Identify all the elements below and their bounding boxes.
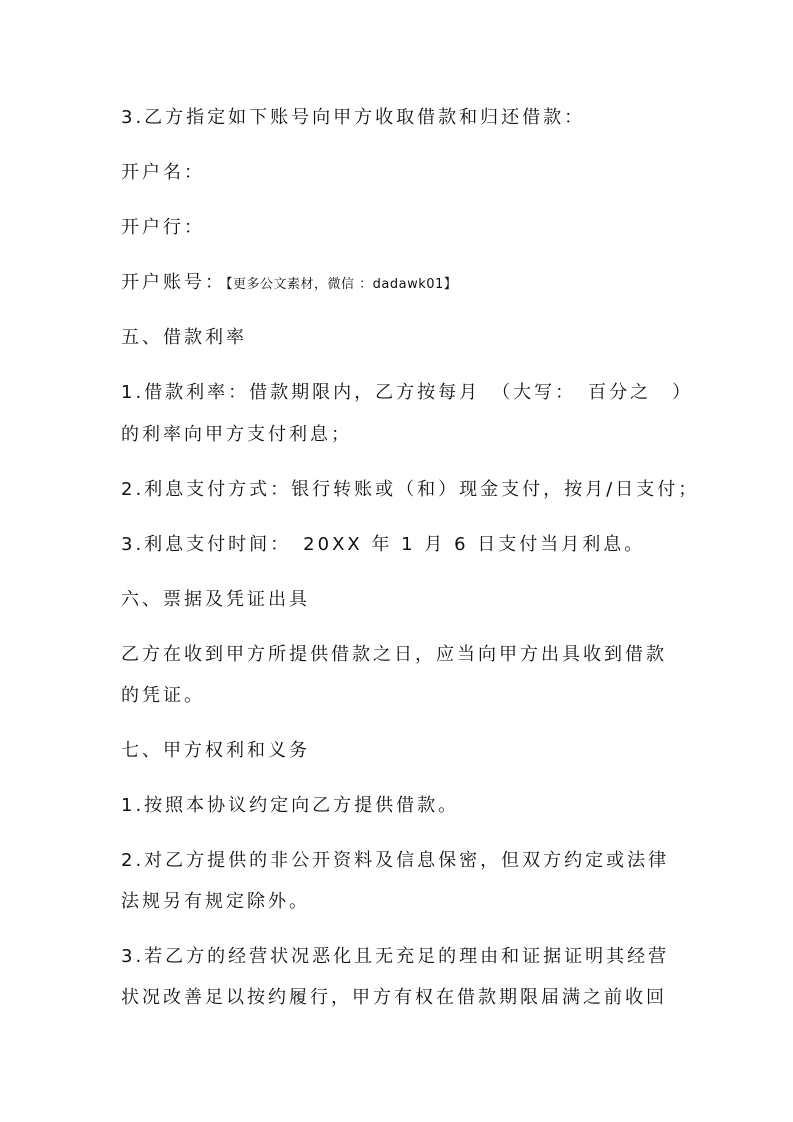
section-heading-interest-rate: 五、借款利率 bbox=[121, 327, 247, 348]
interest-rate-clause-line-1: 1.借款利率：借款期限内，乙方按每月 （大写： 百分之 ） bbox=[121, 382, 694, 403]
party-a-clause-2-line-2: 法规另有规定除外。 bbox=[121, 891, 310, 912]
receipt-clause-line-1: 乙方在收到甲方所提供借款之日，应当向甲方出具收到借款 bbox=[121, 644, 667, 665]
account-number-row bbox=[121, 271, 681, 297]
clause-3-account-intro: 3.乙方指定如下账号向甲方收取借款和归还借款： bbox=[121, 107, 586, 128]
section-heading-receipts: 六、票据及凭证出具 bbox=[121, 589, 310, 610]
interest-rate-clause-line-2: 的利率向甲方支付利息； bbox=[121, 424, 352, 445]
watermark-note: 【更多公文素材，微信 ：dadawk01】 bbox=[226, 277, 458, 292]
account-name-label: 开户名： bbox=[121, 162, 205, 183]
interest-payment-time: 3.利息支付时间： 20XX 年 1 月 6 日支付当月利息。 bbox=[121, 534, 646, 555]
section-heading-party-a-rights: 七、甲方权利和义务 bbox=[121, 740, 310, 761]
party-a-clause-3-line-1: 3.若乙方的经营状况恶化且无充足的理由和证据证明其经营 bbox=[121, 946, 670, 967]
interest-payment-method: 2.利息支付方式：银行转账或（和）现金支付，按月/日支付； bbox=[121, 479, 700, 500]
account-number-label: 开户账号： bbox=[121, 272, 226, 293]
party-a-clause-3-line-2: 状况改善足以按约履行，甲方有权在借款期限届满之前收回 bbox=[121, 987, 667, 1008]
account-bank-label: 开户行： bbox=[121, 217, 205, 238]
party-a-clause-2-line-1: 2.对乙方提供的非公开资料及信息保密，但双方约定或法律 bbox=[121, 850, 670, 871]
receipt-clause-line-2: 的凭证。 bbox=[121, 685, 205, 706]
party-a-clause-1: 1.按照本协议约定向乙方提供借款。 bbox=[121, 795, 460, 816]
